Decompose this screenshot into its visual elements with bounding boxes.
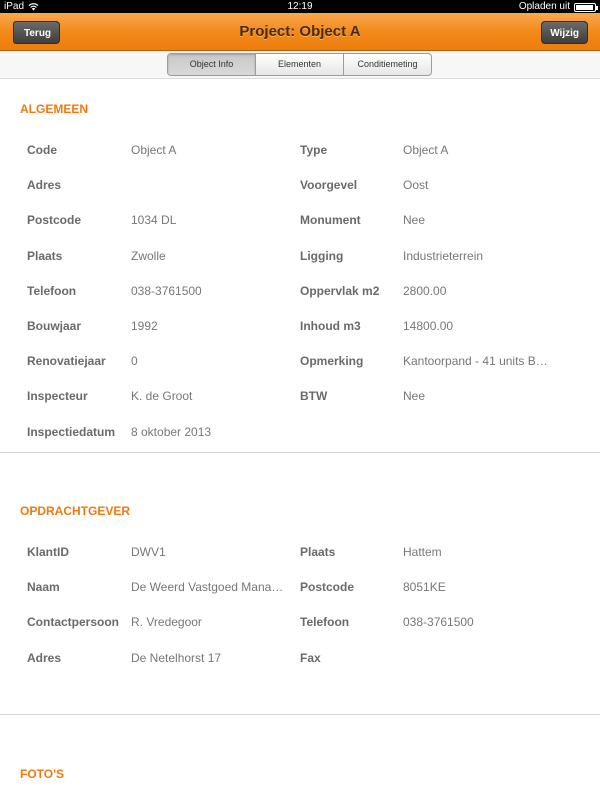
field-value: Nee bbox=[403, 389, 426, 404]
field-label: Renovatiejaar bbox=[27, 354, 106, 369]
device-label: iPad bbox=[4, 1, 25, 12]
field-value: 038-3761500 bbox=[131, 283, 202, 298]
segmented-control bbox=[167, 53, 432, 76]
field-label: Opmerking bbox=[300, 354, 364, 369]
field-label: Ligging bbox=[300, 248, 344, 263]
field-value: Object A bbox=[403, 143, 449, 157]
navigation-bar bbox=[0, 13, 600, 51]
tab-object-info[interactable]: Object Info bbox=[168, 54, 256, 75]
page-title: Project: Object A bbox=[239, 23, 361, 40]
field-label: Monument bbox=[300, 213, 361, 228]
field-value: 1992 bbox=[131, 319, 158, 333]
status-bar bbox=[0, 0, 600, 13]
field-value: Kantoorpand - 41 units B… bbox=[403, 354, 548, 369]
field-label: Contactpersoon bbox=[27, 615, 120, 630]
field-label: Fax bbox=[300, 650, 321, 665]
section-title-fotos: FOTO'S bbox=[20, 767, 64, 781]
battery-icon bbox=[574, 3, 596, 12]
section-title-opdrachtgever: OPDRACHTGEVER bbox=[20, 504, 131, 518]
edit-button[interactable]: Wijzig bbox=[541, 21, 588, 44]
field-value: De Netelhorst 17 bbox=[131, 650, 222, 665]
tab-conditiemeting[interactable]: Conditiemeting bbox=[357, 59, 418, 69]
field-value: 8051KE bbox=[403, 580, 446, 595]
field-label: Plaats bbox=[300, 545, 336, 559]
field-label: Inspectiedatum bbox=[27, 424, 116, 439]
field-value: Oost bbox=[403, 178, 429, 193]
tab-bar bbox=[0, 52, 600, 79]
back-button-label: Terug bbox=[24, 28, 52, 39]
field-label: Postcode bbox=[27, 213, 82, 228]
field-label: Naam bbox=[27, 580, 60, 595]
field-label: KlantID bbox=[27, 545, 69, 559]
status-time: 12:19 bbox=[287, 1, 313, 12]
field-value: De Weerd Vastgoed Mana… bbox=[131, 580, 284, 595]
field-label: Adres bbox=[27, 650, 62, 665]
section-title-algemeen: ALGEMEEN bbox=[20, 102, 89, 116]
field-label: BTW bbox=[300, 389, 328, 404]
field-value: DWV1 bbox=[131, 545, 166, 559]
field-label: Adres bbox=[27, 178, 62, 193]
field-value: Nee bbox=[403, 213, 426, 228]
charging-status: Opladen uit bbox=[518, 1, 570, 12]
field-value: 0 bbox=[131, 354, 138, 369]
field-label: Plaats bbox=[27, 248, 63, 263]
field-value: Object A bbox=[131, 143, 177, 157]
field-value: R. Vredegoor bbox=[131, 615, 202, 630]
section-divider bbox=[0, 714, 600, 715]
field-label: Type bbox=[300, 143, 328, 157]
field-value: 8 oktober 2013 bbox=[131, 424, 212, 439]
field-value: 038-3761500 bbox=[403, 615, 474, 630]
field-label: Oppervlak m2 bbox=[300, 283, 380, 298]
field-value: 14800.00 bbox=[403, 319, 454, 333]
field-value: Industrieterrein bbox=[403, 248, 484, 263]
field-label: Telefoon bbox=[300, 615, 350, 630]
field-value: Hattem bbox=[403, 545, 442, 559]
field-label: Postcode bbox=[300, 580, 355, 595]
field-value: K. de Groot bbox=[131, 389, 193, 404]
tab-elementen[interactable]: Elementen bbox=[256, 54, 344, 75]
section-divider bbox=[0, 452, 600, 453]
field-value: 2800.00 bbox=[403, 283, 447, 298]
field-label: Inspecteur bbox=[27, 389, 88, 404]
field-label: Bouwjaar bbox=[27, 319, 82, 333]
field-label: Telefoon bbox=[27, 283, 77, 298]
field-value: 1034 DL bbox=[131, 213, 177, 228]
field-label: Inhoud m3 bbox=[300, 319, 361, 333]
field-label: Voorgevel bbox=[300, 178, 358, 193]
field-label: Code bbox=[27, 143, 57, 157]
field-value: Zwolle bbox=[131, 248, 166, 263]
